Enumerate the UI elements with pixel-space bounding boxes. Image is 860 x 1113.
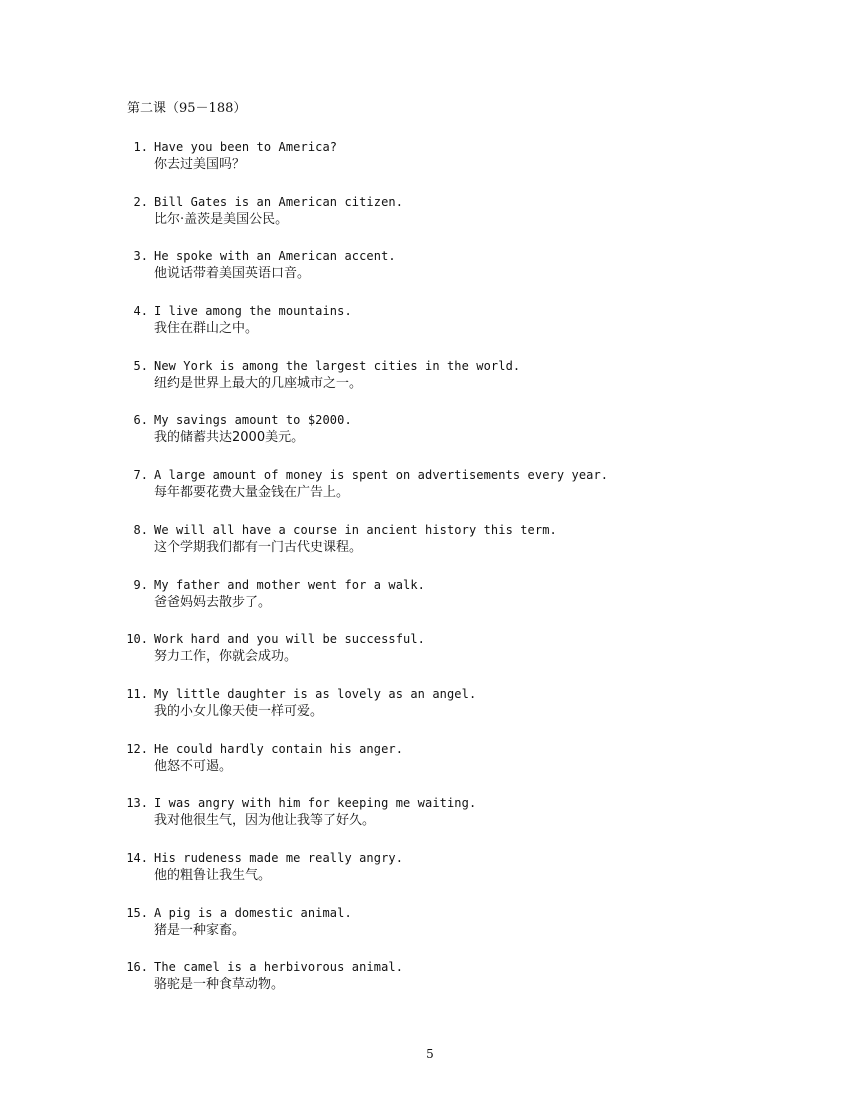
sentence-item [0,740,860,795]
chinese-translation: 猪是一种家畜。 [154,922,246,938]
chinese-translation: 纽约是世界上最大的几座城市之一。 [154,375,363,391]
sentence-number: 5. [133,358,148,373]
sentence-number: 8. [133,522,148,537]
english-sentence: A pig is a domestic animal. [154,905,352,920]
chinese-translation: 他说话带着美国英语口音。 [154,266,311,282]
sentence-item [0,685,860,740]
sentence-number: 2. [133,194,148,209]
english-sentence: His rudeness made me really angry. [154,850,404,865]
chinese-translation: 骆驼是一种食草动物。 [154,977,285,993]
sentence-list [0,138,860,1013]
english-sentence: New York is among the largest cities in the world. [154,358,521,373]
sentence-item [0,521,860,576]
sentence-number: 6. [133,413,148,428]
chinese-translation: 他的粗鲁让我生气。 [154,867,272,883]
sentence-number: 15. [126,905,148,920]
chinese-translation: 我对他很生气，因为他让我等了好久。 [154,813,376,829]
english-sentence: A large amount of money is spent on advertisements every year. [154,468,609,483]
english-sentence: He could hardly contain his anger. [154,741,404,756]
sentence-item [0,576,860,631]
sentence-number: 7. [133,468,148,483]
chinese-translation: 努力工作，你就会成功。 [154,649,298,665]
chinese-translation: 爸爸妈妈去散步了。 [154,594,272,610]
chinese-translation: 我的小女儿像天使一样可爱。 [154,703,324,719]
chinese-translation: 这个学期我们都有一门古代史课程。 [154,539,363,555]
sentence-item [0,411,860,466]
page-number: 5 [426,1047,434,1061]
sentence-number: 10. [126,632,148,647]
chinese-translation: 每年都要花费大量金钱在广告上。 [154,485,350,501]
english-sentence: He spoke with an American accent. [154,249,396,264]
english-sentence: My father and mother went for a walk. [154,577,426,592]
sentence-number: 9. [133,577,148,592]
chinese-translation: 我的储蓄共达2000美元。 [154,430,305,446]
sentence-item [0,958,860,1013]
sentence-number: 14. [126,850,148,865]
english-sentence: Have you been to America? [154,140,338,154]
sentence-number: 4. [133,304,148,319]
sentence-number: 12. [126,741,148,756]
chinese-translation: 他怒不可遏。 [154,758,233,774]
english-sentence: I live among the mountains. [154,304,352,319]
sentence-item [0,849,860,904]
sentence-item [0,904,860,959]
english-sentence: Work hard and you will be successful. [154,632,426,647]
sentence-item [0,302,860,357]
chinese-translation: 比尔·盖茨是美国公民。 [154,211,289,227]
sentence-item [0,193,860,248]
lesson-title: 第二课（95－188） [127,101,247,116]
sentence-number: 16. [126,960,148,975]
english-sentence: The camel is a herbivorous animal. [154,960,404,975]
sentence-item [0,357,860,412]
english-sentence: Bill Gates is an American citizen. [154,194,404,209]
chinese-translation: 我住在群山之中。 [154,321,259,337]
english-sentence: My savings amount to $2000. [154,413,352,428]
sentence-item [0,630,860,685]
english-sentence: I was angry with him for keeping me waiting. [154,796,477,811]
sentence-item [0,466,860,521]
sentence-item [0,138,860,193]
sentence-number: 11. [126,686,148,701]
sentence-number: 13. [126,796,148,811]
sentence-number: 3. [133,249,148,264]
sentence-item [0,247,860,302]
sentence-item [0,794,860,849]
sentence-number: 1. [133,140,148,154]
chinese-translation: 你去过美国吗？ [154,157,246,172]
english-sentence: We will all have a course in ancient history this term. [154,522,557,537]
english-sentence: My little daughter is as lovely as an angel. [154,686,477,701]
